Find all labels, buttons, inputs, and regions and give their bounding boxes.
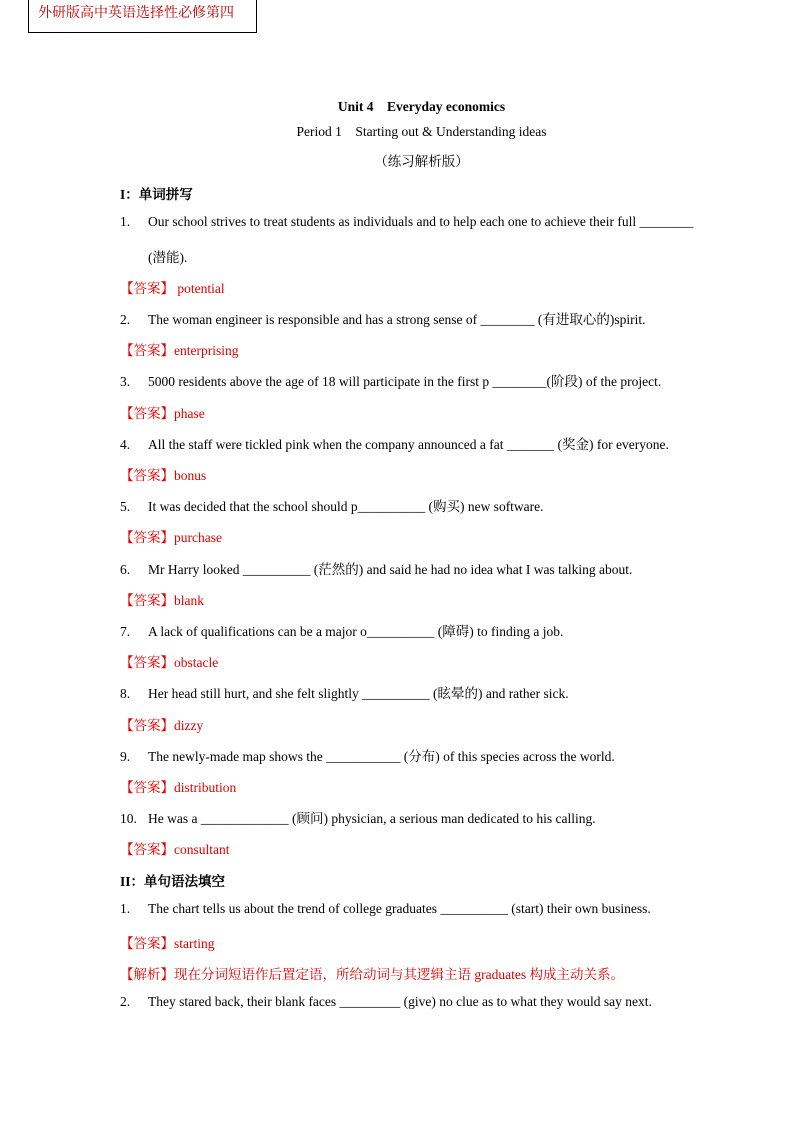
question-text: The newly-made map shows the ___________ (分布) of this species across the world. [148,749,615,764]
question-text: All the staff were tickled pink when the company announced a fat _______ (奖金) for everyone. [148,437,669,452]
answer-label: 【答案】 [120,593,174,608]
answer-text: dizzy [174,718,204,733]
grammar-analysis-1 [120,963,624,983]
question-text: They stared back, their blank faces _________ (give) no clue as to what they would say next. [148,994,652,1009]
answer-text: bonus [174,468,207,483]
answer-label: 【答案】 [120,343,174,358]
answer-text: starting [174,936,215,951]
question-number: 6. [120,562,131,577]
answer-text: purchase [174,530,222,545]
answer-9 [120,776,236,796]
question-number: 5. [120,499,131,514]
answer-label: 【答案】 [120,936,174,951]
question-text: The chart tells us about the trend of college graduates __________ (start) their own business. [148,901,651,916]
answer-text: potential [174,281,225,296]
answer-text: enterprising [174,343,239,358]
grammar-answer-1 [120,932,215,952]
answer-text: phase [174,406,205,421]
answer-text: distribution [174,780,237,795]
answer-7 [120,651,218,671]
question-text: Her head still hurt, and she felt slightly __________ (眩晕的) and rather sick. [148,686,569,701]
grammar-question-1 [120,901,651,917]
question-number: 1. [120,901,131,916]
question-number: 8. [120,686,131,701]
question-number: 4. [120,437,131,452]
question-number: 2. [120,312,131,327]
question-1 [120,214,694,230]
unit-title: Unit 4 Everyday economics [337,99,506,114]
question-text: Our school strives to treat students as individuals and to help each one to achieve their full ________ [148,214,694,229]
answer-2 [120,339,238,359]
answer-label: 【答案】 [120,780,174,795]
question-1-continuation: (潜能). [148,250,188,265]
question-number: 1. [120,214,131,229]
section-heading-vocabulary: I：单词拼写 [120,187,193,202]
question-text: It was decided that the school should p__________ (购买) new software. [148,499,544,514]
question-number: 10. [120,811,137,826]
question-6 [120,558,632,578]
answer-1 [120,277,225,297]
answer-text: obstacle [174,655,219,670]
answer-3 [120,402,205,422]
period-title: Period 1 Starting out & Understanding ideas [296,124,547,139]
version-note: （练习解析版） [374,154,469,169]
analysis-label: 【解析】 [120,967,174,982]
answer-text: consultant [174,842,230,857]
question-text: 5000 residents above the age of 18 will participate in the first p ________(阶段) of the project. [148,374,662,389]
question-7 [120,620,563,640]
answer-6 [120,589,204,609]
question-number: 9. [120,749,131,764]
question-text: The woman engineer is responsible and has a strong sense of ________ (有进取心的)spirit. [148,312,646,327]
question-3 [120,370,661,390]
question-number: 2. [120,994,131,1009]
answer-4 [120,464,206,484]
grammar-question-2 [120,994,652,1010]
question-8 [120,682,569,702]
question-text: Mr Harry looked __________ (茫然的) and said he had no idea what I was talking about. [148,562,633,577]
answer-label: 【答案】 [120,655,174,670]
question-9 [120,745,615,765]
answer-10 [120,838,230,858]
question-5 [120,495,544,515]
answer-8 [120,714,203,734]
question-2 [120,308,646,328]
question-4 [120,433,669,453]
answer-label: 【答案】 [120,281,174,296]
answer-label: 【答案】 [120,842,174,857]
question-text: A lack of qualifications can be a major o__________ (障碍) to finding a job. [148,624,564,639]
question-10 [120,807,596,827]
answer-5 [120,526,222,546]
question-number: 3. [120,374,131,389]
question-text: He was a _____________ (顾问) physician, a serious man dedicated to his calling. [148,811,596,826]
answer-label: 【答案】 [120,406,174,421]
answer-text: blank [174,593,204,608]
question-number: 7. [120,624,131,639]
document-header-label: 外研版高中英语选择性必修第四 [28,0,257,33]
answer-label: 【答案】 [120,718,174,733]
analysis-text: 现在分词短语作后置定语，所给动词与其逻辑主语 graduates 构成主动关系。 [174,967,624,982]
answer-label: 【答案】 [120,468,174,483]
answer-label: 【答案】 [120,530,174,545]
section-heading-grammar: II：单句语法填空 [120,874,226,889]
